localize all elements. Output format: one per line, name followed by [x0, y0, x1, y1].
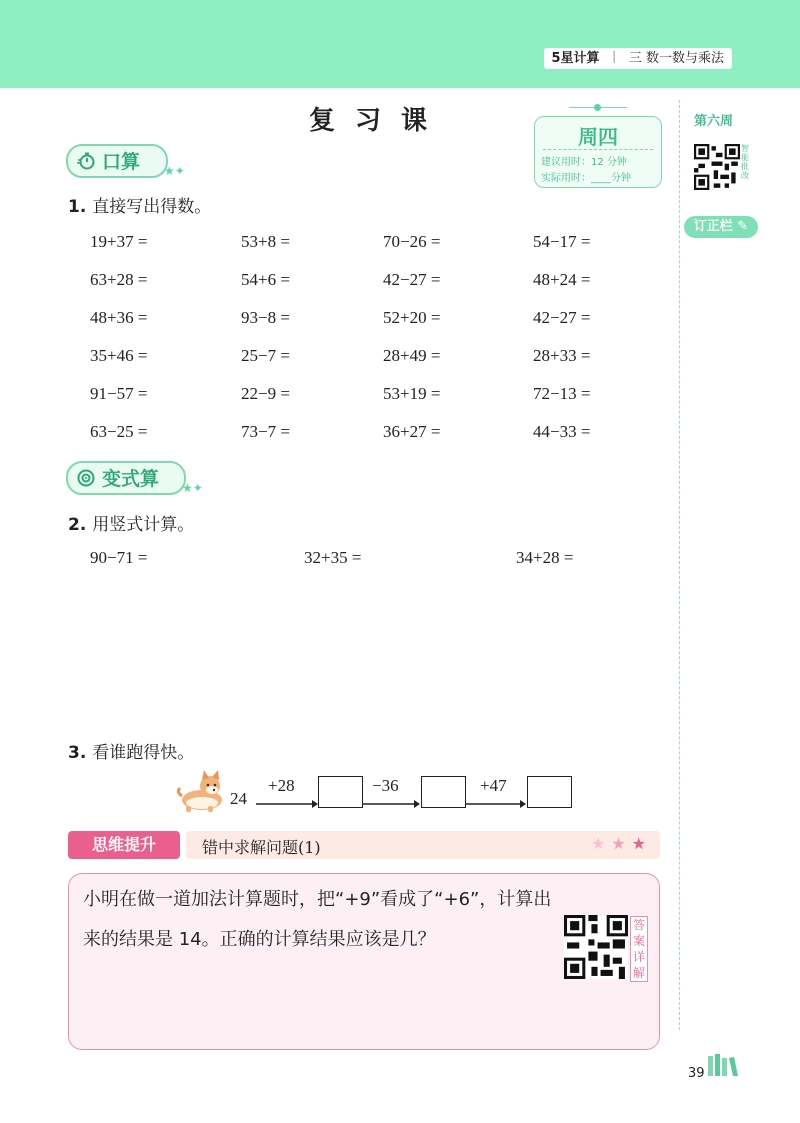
- question-3: [68, 738, 194, 763]
- sidebar-divider: [679, 100, 680, 1030]
- equation: 22−9 =: [241, 384, 290, 403]
- correction-column-button[interactable]: [684, 216, 758, 238]
- question-2: [68, 510, 194, 535]
- question-1: [68, 192, 211, 217]
- day-label: 周四: [578, 125, 618, 149]
- chain-op-2: −36: [372, 776, 399, 795]
- answer-box-2[interactable]: [421, 776, 466, 808]
- chapter-pill: [544, 48, 732, 69]
- answer-explain-label: 答案详解: [630, 916, 648, 982]
- card-pin-icon: [594, 104, 601, 111]
- equation: 28+49 =: [383, 346, 441, 365]
- question-1-number: 1.: [68, 197, 87, 217]
- question-1-text: 直接写出得数。: [92, 197, 212, 217]
- vertical-calc-item: 90−71 =: [90, 548, 148, 567]
- equation: 28+33 =: [533, 346, 591, 365]
- equation: 25−7 =: [241, 346, 290, 365]
- chapter-title: 三 数一数与乘法: [628, 51, 724, 66]
- star-decoration-icon: ★✦: [164, 164, 185, 178]
- equation: 44−33 =: [533, 422, 591, 441]
- equation: 53+8 =: [241, 232, 290, 251]
- thinking-topic: 错中求解问题(1): [202, 838, 321, 857]
- equation: 91−57 =: [90, 384, 148, 403]
- correction-label: 订正栏: [693, 219, 733, 234]
- answer-qr-code-icon[interactable]: [564, 915, 628, 979]
- actual-time: 实际用时：____分钟: [541, 173, 631, 184]
- equation: 36+27 =: [383, 422, 441, 441]
- day-card: [534, 116, 662, 188]
- equation: 53+19 =: [383, 384, 441, 403]
- page-title: 复习课: [308, 106, 447, 136]
- equation: 48+24 =: [533, 270, 591, 289]
- equation: 42−27 =: [533, 308, 591, 327]
- books-icon: [708, 1054, 738, 1076]
- vertical-calc-item: 32+35 =: [304, 548, 362, 567]
- pencil-icon: ✎: [737, 219, 749, 234]
- vertical-calc-item: 34+28 =: [516, 548, 574, 567]
- section-variant-title: 变式算: [102, 468, 160, 490]
- week-label: 第六周: [694, 114, 734, 129]
- thinking-topic-bar: [186, 831, 660, 859]
- day-card-divider: [543, 149, 653, 150]
- smart-grading-label: 智能批改: [741, 144, 749, 180]
- equation: 72−13 =: [533, 384, 591, 403]
- equation: 63−25 =: [90, 422, 148, 441]
- stopwatch-icon: [77, 152, 95, 170]
- header-band: [0, 0, 800, 88]
- equation: 52+20 =: [383, 308, 441, 327]
- header-separator: 丨: [607, 51, 621, 66]
- chain-op-3: +47: [480, 776, 507, 795]
- book-name: 5星计算: [551, 51, 600, 66]
- question-3-text: 看谁跑得快。: [92, 743, 195, 763]
- section-oral-title: 口算: [102, 151, 141, 173]
- chain-op-1: +28: [268, 776, 295, 795]
- qr-code-icon[interactable]: [694, 144, 740, 190]
- equation: 63+28 =: [90, 270, 148, 289]
- equation: 35+46 =: [90, 346, 148, 365]
- suggested-time: 建议用时：12 分钟: [541, 157, 627, 168]
- thinking-tag: 思维提升: [68, 831, 180, 859]
- page-number: 39: [688, 1066, 705, 1081]
- section-variant-badge: [66, 461, 186, 495]
- equation: 54−17 =: [533, 232, 591, 251]
- equation: 48+36 =: [90, 308, 148, 327]
- answer-box-1[interactable]: [318, 776, 363, 808]
- star-decoration-icon: ★✦: [182, 481, 203, 495]
- equation: 42−27 =: [383, 270, 441, 289]
- equation: 73−7 =: [241, 422, 290, 441]
- question-2-number: 2.: [68, 515, 87, 535]
- equation: 70−26 =: [383, 232, 441, 251]
- problem-text: 小明在做一道加法计算题时，把“+9”看成了“+6”，计算出来的结果是 14。正确的计算结果应该是几？: [83, 889, 552, 950]
- target-icon: [77, 469, 95, 487]
- question-3-number: 3.: [68, 743, 87, 763]
- section-oral-badge: [66, 144, 168, 178]
- chain-start-number: 24: [230, 789, 247, 808]
- equation: 54+6 =: [241, 270, 290, 289]
- question-2-text: 用竖式计算。: [92, 515, 195, 535]
- equation: 19+37 =: [90, 232, 148, 251]
- equation: 93−8 =: [241, 308, 290, 327]
- corgi-dog-icon: [174, 770, 226, 814]
- difficulty-stars-icon: ★★★: [590, 834, 652, 853]
- answer-box-3[interactable]: [527, 776, 572, 808]
